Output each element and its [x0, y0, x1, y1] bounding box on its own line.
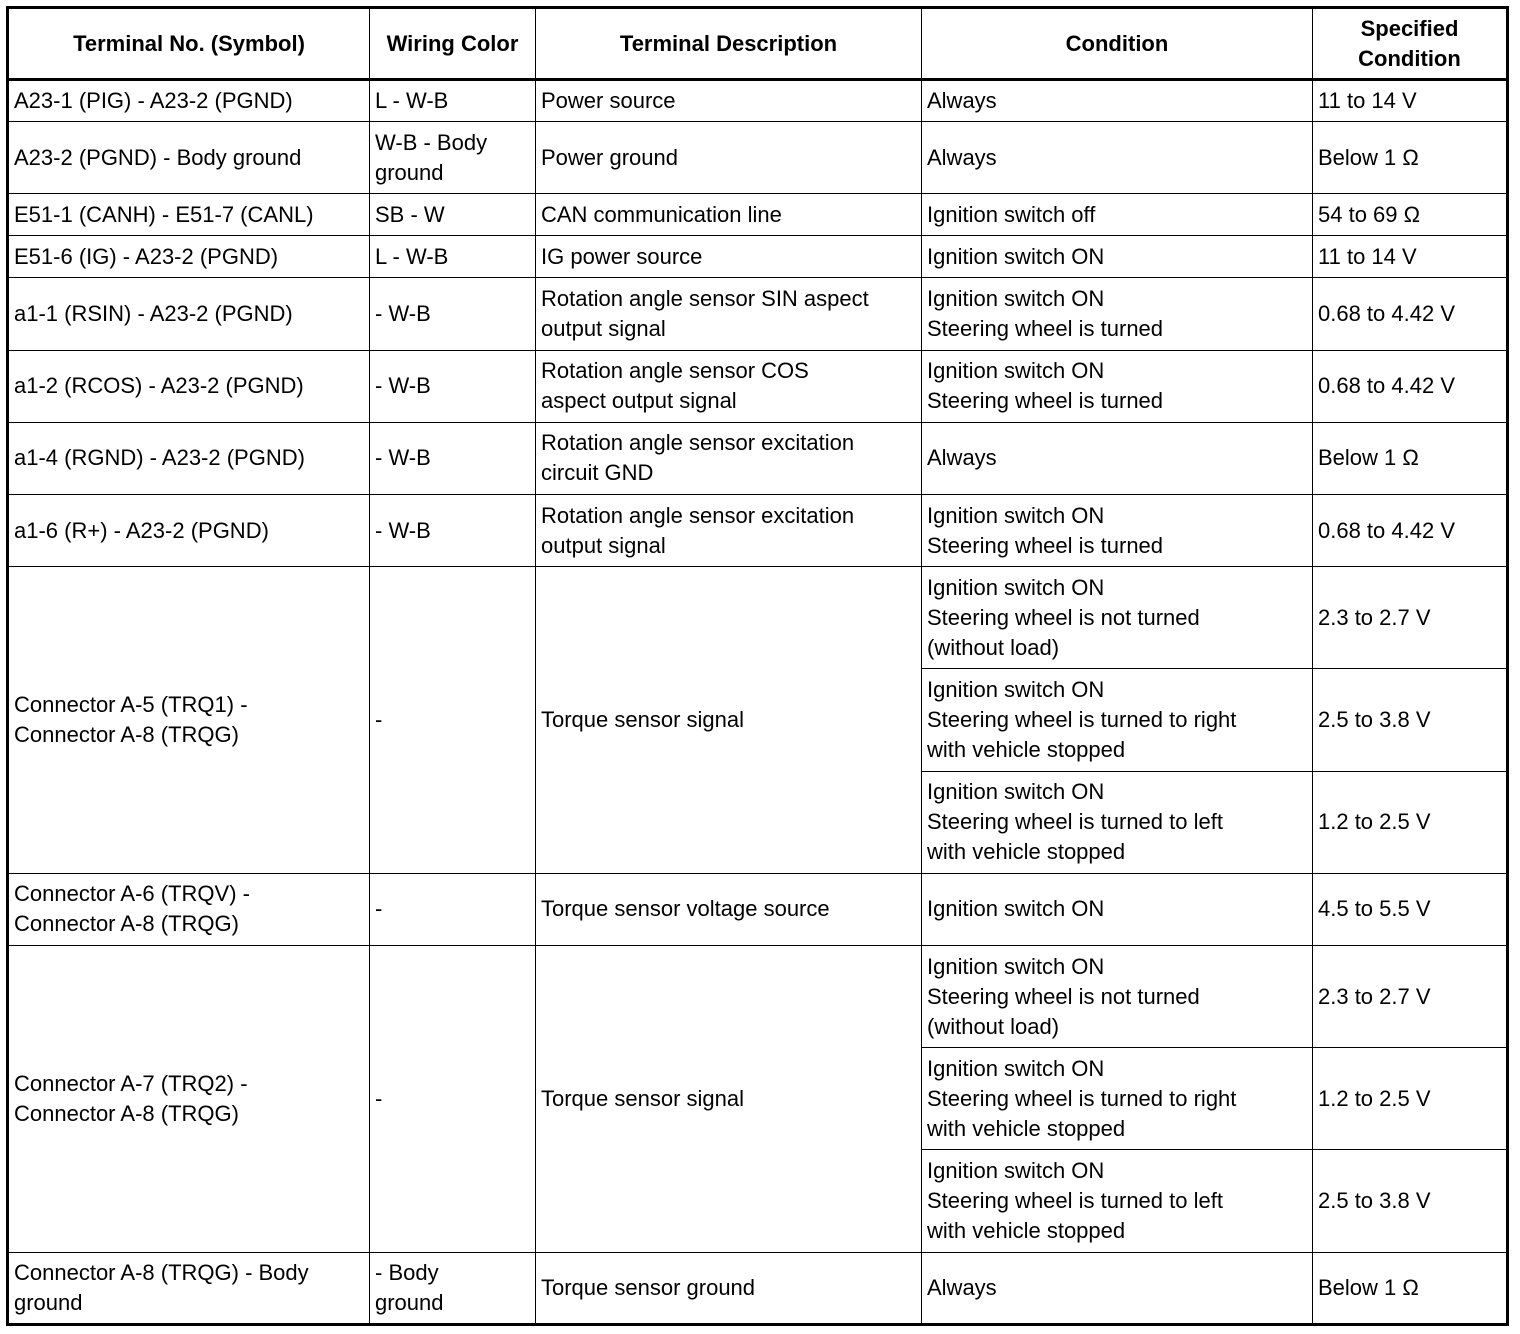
- condition-cell: Ignition switch ON Steering wheel is turned: [922, 494, 1313, 566]
- specified-condition-cell: 0.68 to 4.42 V: [1313, 350, 1508, 422]
- specified-condition-cell: 11 to 14 V: [1313, 80, 1508, 122]
- wiring-color-cell: - Body ground: [370, 1252, 536, 1324]
- table-row: [8, 194, 1508, 236]
- description-cell: Rotation angle sensor excitation circuit GND: [536, 422, 922, 494]
- condition-cell: Ignition switch ON Steering wheel is turned to left with vehicle stopped: [922, 1150, 1313, 1252]
- wiring-color-cell: L - W-B: [370, 236, 536, 278]
- wiring-color-cell: - W-B: [370, 494, 536, 566]
- condition-cell: Ignition switch ON: [922, 873, 1313, 945]
- description-cell: IG power source: [536, 236, 922, 278]
- table-row: [8, 873, 1508, 945]
- condition-cell: Ignition switch ON Steering wheel is not turned (without load): [922, 567, 1313, 669]
- condition-cell: Ignition switch ON: [922, 236, 1313, 278]
- terminal-cell: a1-6 (R+) - A23-2 (PGND): [8, 494, 370, 566]
- header-row: [8, 8, 1508, 80]
- wiring-color-cell: -: [370, 946, 536, 1253]
- specified-condition-cell: Below 1 Ω: [1313, 122, 1508, 194]
- condition-cell: Always: [922, 122, 1313, 194]
- description-cell: Torque sensor voltage source: [536, 873, 922, 945]
- description-cell: Torque sensor signal: [536, 567, 922, 874]
- table-row: [8, 422, 1508, 494]
- wiring-color-cell: - W-B: [370, 278, 536, 350]
- condition-cell: Ignition switch ON Steering wheel is not turned (without load): [922, 946, 1313, 1048]
- condition-cell: Ignition switch ON Steering wheel is turned to right with vehicle stopped: [922, 1048, 1313, 1150]
- table-row: [8, 278, 1508, 350]
- terminal-cell: A23-2 (PGND) - Body ground: [8, 122, 370, 194]
- terminal-cell: Connector A-5 (TRQ1) - Connector A-8 (TRQG): [8, 567, 370, 874]
- terminal-cell: a1-2 (RCOS) - A23-2 (PGND): [8, 350, 370, 422]
- specified-condition-cell: 0.68 to 4.42 V: [1313, 494, 1508, 566]
- condition-cell: Always: [922, 422, 1313, 494]
- specified-condition-cell: 4.5 to 5.5 V: [1313, 873, 1508, 945]
- table-row: [8, 350, 1508, 422]
- wiring-color-cell: -: [370, 873, 536, 945]
- table-row: [8, 236, 1508, 278]
- table-body: [8, 80, 1508, 1325]
- header-specified-condition: Specified Condition: [1313, 8, 1508, 80]
- terminal-cell: E51-6 (IG) - A23-2 (PGND): [8, 236, 370, 278]
- terminal-cell: E51-1 (CANH) - E51-7 (CANL): [8, 194, 370, 236]
- specified-condition-cell: 2.3 to 2.7 V: [1313, 567, 1508, 669]
- wiring-color-cell: W-B - Body ground: [370, 122, 536, 194]
- wiring-color-cell: L - W-B: [370, 80, 536, 122]
- description-cell: Rotation angle sensor COS aspect output signal: [536, 350, 922, 422]
- header-terminal-description: Terminal Description: [536, 8, 922, 80]
- description-cell: Torque sensor ground: [536, 1252, 922, 1324]
- condition-cell: Ignition switch ON Steering wheel is turned: [922, 278, 1313, 350]
- condition-cell: Ignition switch ON Steering wheel is turned to right with vehicle stopped: [922, 669, 1313, 771]
- description-cell: Power ground: [536, 122, 922, 194]
- specified-condition-cell: 1.2 to 2.5 V: [1313, 1048, 1508, 1150]
- specified-condition-cell: 2.3 to 2.7 V: [1313, 946, 1508, 1048]
- wiring-color-cell: SB - W: [370, 194, 536, 236]
- specified-condition-cell: 11 to 14 V: [1313, 236, 1508, 278]
- description-cell: Rotation angle sensor excitation output signal: [536, 494, 922, 566]
- condition-cell: Ignition switch off: [922, 194, 1313, 236]
- header-condition: Condition: [922, 8, 1313, 80]
- wiring-color-cell: - W-B: [370, 422, 536, 494]
- specified-condition-cell: 2.5 to 3.8 V: [1313, 1150, 1508, 1252]
- terminal-cell: a1-1 (RSIN) - A23-2 (PGND): [8, 278, 370, 350]
- table-row: [8, 946, 1508, 1048]
- specified-condition-cell: Below 1 Ω: [1313, 1252, 1508, 1324]
- condition-cell: Ignition switch ON Steering wheel is turned to left with vehicle stopped: [922, 771, 1313, 873]
- specified-condition-cell: 2.5 to 3.8 V: [1313, 669, 1508, 771]
- terminal-cell: a1-4 (RGND) - A23-2 (PGND): [8, 422, 370, 494]
- table-row: [8, 122, 1508, 194]
- description-cell: CAN communication line: [536, 194, 922, 236]
- condition-cell: Ignition switch ON Steering wheel is turned: [922, 350, 1313, 422]
- wiring-color-cell: -: [370, 567, 536, 874]
- specified-condition-cell: 0.68 to 4.42 V: [1313, 278, 1508, 350]
- condition-cell: Always: [922, 80, 1313, 122]
- table-row: [8, 1252, 1508, 1324]
- terminal-cell: Connector A-7 (TRQ2) - Connector A-8 (TRQG): [8, 946, 370, 1253]
- terminal-cell: Connector A-8 (TRQG) - Body ground: [8, 1252, 370, 1324]
- table-row: [8, 494, 1508, 566]
- condition-cell: Always: [922, 1252, 1313, 1324]
- specified-condition-cell: Below 1 Ω: [1313, 422, 1508, 494]
- header-wiring-color: Wiring Color: [370, 8, 536, 80]
- wiring-color-cell: - W-B: [370, 350, 536, 422]
- terminal-spec-table: [6, 6, 1509, 1326]
- header-terminal: Terminal No. (Symbol): [8, 8, 370, 80]
- terminal-cell: Connector A-6 (TRQV) - Connector A-8 (TRQG): [8, 873, 370, 945]
- description-cell: Rotation angle sensor SIN aspect output signal: [536, 278, 922, 350]
- specified-condition-cell: 54 to 69 Ω: [1313, 194, 1508, 236]
- description-cell: Power source: [536, 80, 922, 122]
- specified-condition-cell: 1.2 to 2.5 V: [1313, 771, 1508, 873]
- terminal-cell: A23-1 (PIG) - A23-2 (PGND): [8, 80, 370, 122]
- table-row: [8, 80, 1508, 122]
- table-row: [8, 567, 1508, 669]
- description-cell: Torque sensor signal: [536, 946, 922, 1253]
